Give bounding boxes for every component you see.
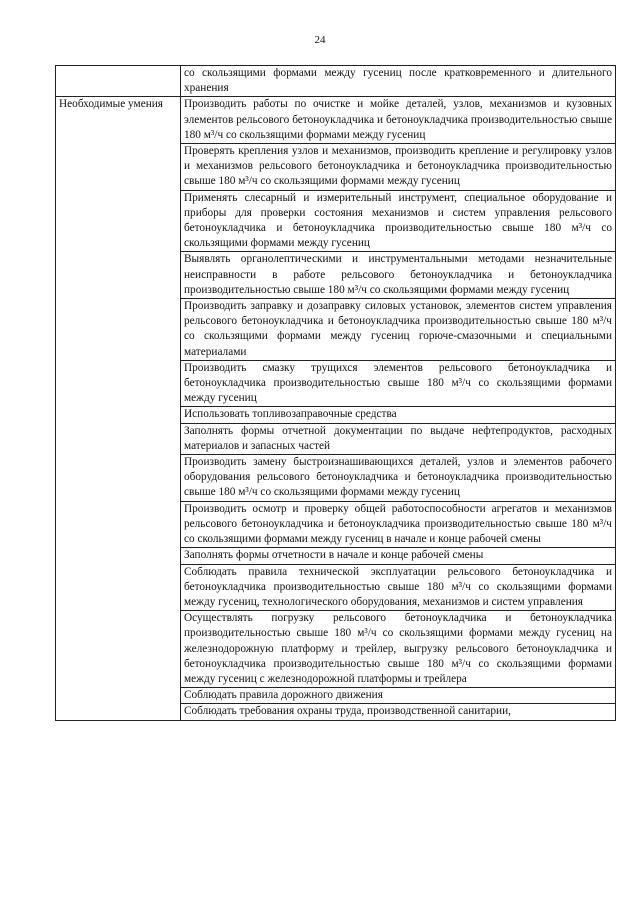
skill-item: Применять слесарный и измерительный инструмент, специальное оборудование и приборы для проверки состояния механизмов и систем управления рельсового бетоноукладчика и бетоноукладчика производительностью свыше 180 м³/ч со скользящими формами между гусениц: [181, 190, 616, 252]
skills-table: [55, 65, 616, 721]
continued-text-cell: со скользящими формами между гусениц после кратковременного и длительного хранения: [181, 66, 616, 97]
skill-item: Производить осмотр и проверку общей работоспособности агрегатов и механизмов рельсового бетоноукладчика и бетоноукладчика производительностью свыше 180 м³/ч со скользящими формами между гусениц в начале и конце рабочей смены: [181, 501, 616, 548]
empty-label-cell: [56, 66, 181, 97]
skill-item: Производить работы по очистке и мойке деталей, узлов, механизмов и кузовных элементов рельсового бетоноукладчика и бетоноукладчика производительностью свыше 180 м³/ч со скользящими формами между гусениц: [181, 97, 616, 144]
skill-item: Производить замену быстроизнашивающихся деталей, узлов и элементов рабочего оборудования рельсового бетоноукладчика и бетоноукладчика производительностью свыше 180 м³/ч со скользящими формами между гусениц: [181, 455, 616, 502]
skill-item: Производить заправку и дозаправку силовых установок, элементов систем управления рельсового бетоноукладчика и бетоноукладчика производительностью свыше 180 м³/ч со скользящими формами между гусениц горюче-смазочными и специальными материалами: [181, 299, 616, 361]
skill-item: Соблюдать правила дорожного движения: [181, 688, 616, 704]
skill-item: Соблюдать требования охраны труда, производственной санитарии,: [181, 704, 616, 720]
skill-item: Соблюдать правила технической эксплуатации рельсового бетоноукладчика и бетоноукладчика производительностью свыше 180 м³/ч со скользящими формами между гусениц, технологического оборудования, механизмов и систем управления: [181, 564, 616, 611]
page-number: 24: [314, 34, 326, 46]
skill-item: Выявлять органолептическими и инструментальными методами незначительные неисправности в работе рельсового бетоноукладчика и бетоноукладчика производительностью свыше 180 м³/ч со скользящими формами между гусениц: [181, 252, 616, 299]
skill-item: Использовать топливозаправочные средства: [181, 407, 616, 423]
skill-item: Осуществлять погрузку рельсового бетоноукладчика и бетоноукладчика производительностью свыше 180 м³/ч со скользящими формами между гусениц на железнодорожную платформу и трейлер, выгрузку рельсового бетоноукладчика и бетоноукладчика производительностью свыше 180 м³/ч со скользящими формами между гусениц с железнодорожной платформы и трейлера: [181, 611, 616, 688]
skill-item: Проверять крепления узлов и механизмов, производить крепление и регулировку узлов и механизмов рельсового бетоноукладчика и бетоноукладчика производительностью свыше 180 м³/ч со скользящими формами между гусениц: [181, 144, 616, 191]
table-row-continuation: [56, 66, 616, 97]
section-label-cell: Необходимые умения: [56, 97, 181, 720]
table-row: [56, 97, 616, 144]
skill-item: Заполнять формы отчетной документации по выдаче нефтепродуктов, расходных материалов и запасных частей: [181, 423, 616, 454]
skill-item: Производить смазку трущихся элементов рельсового бетоноукладчика и бетоноукладчика производительностью свыше 180 м³/ч со скользящими формами между гусениц: [181, 360, 616, 407]
skill-item: Заполнять формы отчетности в начале и конце рабочей смены: [181, 548, 616, 564]
